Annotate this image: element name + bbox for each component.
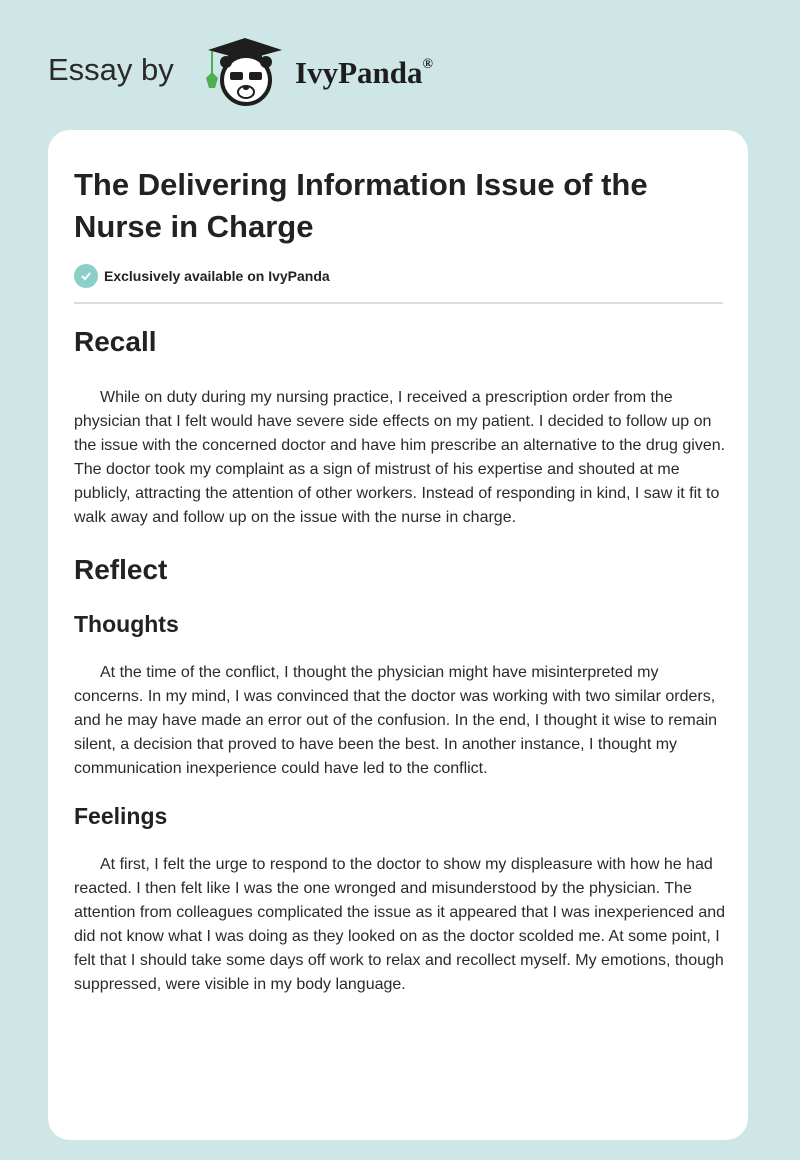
essay-title: The Delivering Information Issue of the Nurse in Charge — [74, 167, 648, 244]
subheading-thoughts: Thoughts — [74, 611, 179, 637]
paragraph-thoughts: At the time of the conflict, I thought the physician might have misinterpreted my concerns. In my mind, I was convinced that the doctor was working with two similar orders, and he may have made an error out of the confusion. In the end, I thought it wise to remain silent, a decision that proved to have been the best. In another instance, I thought my communication inexperience could have led to the conflict. — [74, 664, 718, 777]
essay-body — [74, 322, 726, 997]
essay-by-label: Essay by — [48, 52, 174, 87]
essay-card — [48, 130, 748, 1140]
paragraph-feelings: At first, I felt the urge to respond to the doctor to show my displeasure with how he had reacted. I then felt like I was the one wronged and misunderstood by the physician. The attention from colleagues complicated the issue as it appeared that I was inexperienced and did not know what I was doing as they looked on as the doctor scolded me. At some point, I felt that I should take some days off work to relax and recollect myself. My emotions, though suppressed, were visible in my body language. — [74, 856, 726, 993]
divider — [74, 302, 723, 304]
ivypanda-logo-icon[interactable] — [200, 36, 290, 108]
brand-name[interactable] — [295, 55, 433, 91]
site-header — [0, 0, 800, 130]
exclusive-badge — [74, 264, 330, 288]
registered-mark: ® — [422, 57, 433, 72]
badge-text: Exclusively available on IvyPanda — [104, 268, 330, 284]
check-icon — [74, 264, 98, 288]
subheading-feelings: Feelings — [74, 803, 168, 829]
section-heading-reflect: Reflect — [74, 554, 168, 585]
section-heading-recall: Recall — [74, 326, 157, 357]
paragraph-recall: While on duty during my nursing practice, I received a prescription order from the physician that I felt would have severe side effects on my patient. I decided to follow up on the issue with the concerned doctor and have him prescribe an alternative to the drug given. The doctor took my complaint as a sign of mistrust of his expertise and shouted at me publicly, attracting the attention of other workers. Instead of responding in kind, I saw it fit to walk away and follow up on the issue with the nurse in charge. — [74, 389, 726, 526]
brand-text: IvyPanda — [295, 55, 423, 90]
